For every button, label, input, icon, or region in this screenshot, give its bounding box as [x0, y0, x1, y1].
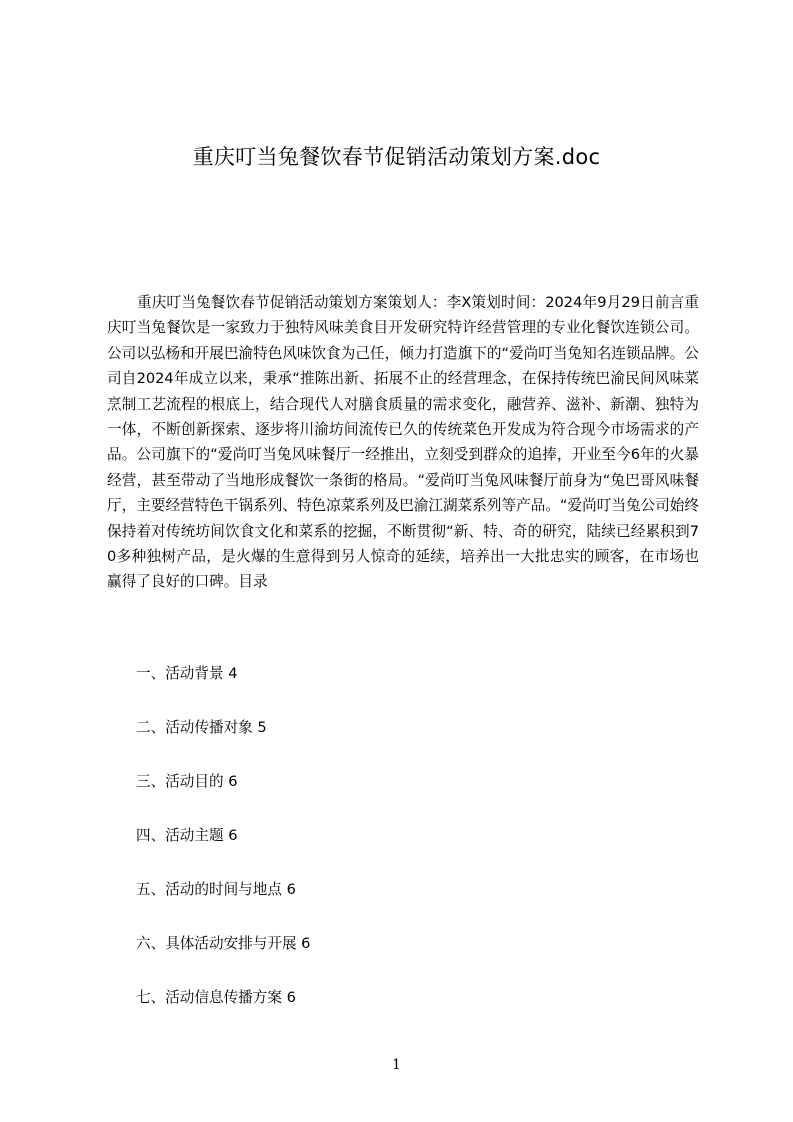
- body-paragraph: 重庆叮当兔餐饮春节促销活动策划方案策划人：李X策划时间：2024年9月29日前言重庆叮当兔餐饮是一家致力于独特风味美食目开发研究特许经营管理的专业化餐饮连锁公司。公司以弘杨和开展巴渝特色风味饮食为己任，倾力打造旗下的“爱尚叮当兔知名连锁品牌。公司自2024年成立以来，秉承“推陈出新、拓展不止的经营理念，在保持传统巴渝民间风味菜烹制工艺流程的根底上，结合现代人对膳食质量的需求变化，融营养、滋补、新潮、独特为一体，不断创新探索、逐步将川渝坊间流传已久的传统菜色开发成为符合现今市场需求的产品。公司旗下的“爱尚叮当兔风味餐厅一经推出，立刻受到群众的追捧，开业至今6年的火暴经营，甚至带动了当地形成餐饮一条街的格局。“爱尚叮当兔风味餐厅前身为“兔巴哥风味餐厅，主要经营特色干锅系列、特色凉菜系列及巴渝江湖菜系列等产品。“爱尚叮当兔公司始终保持着对传统坊间饮食文化和菜系的挖掘，不断贯彻“新、特、奇的研究，陆续已经累积到70多种独树产品，是火爆的生意得到另人惊奇的延续，培养出一大批忠实的顾客，在市场也赢得了良好的口碑。目录: [107, 294, 699, 591]
- page-number: 1: [392, 1057, 401, 1073]
- toc-item-time-place: 五、活动的时间与地点 6: [136, 881, 296, 898]
- toc-item-purpose: 三、活动目的 6: [136, 773, 238, 790]
- table-of-contents: [136, 663, 310, 1041]
- toc-item-theme: 四、活动主题 6: [136, 827, 238, 844]
- toc-item-audience: 二、活动传播对象 5: [136, 719, 267, 736]
- document-title: 重庆叮当兔餐饮春节促销活动策划方案.doc: [192, 145, 601, 169]
- toc-item-arrangement: 六、具体活动安排与开展 6: [136, 935, 311, 952]
- toc-item-background: 一、活动背景 4: [136, 665, 238, 682]
- toc-item-promotion: 七、活动信息传播方案 6: [136, 989, 296, 1006]
